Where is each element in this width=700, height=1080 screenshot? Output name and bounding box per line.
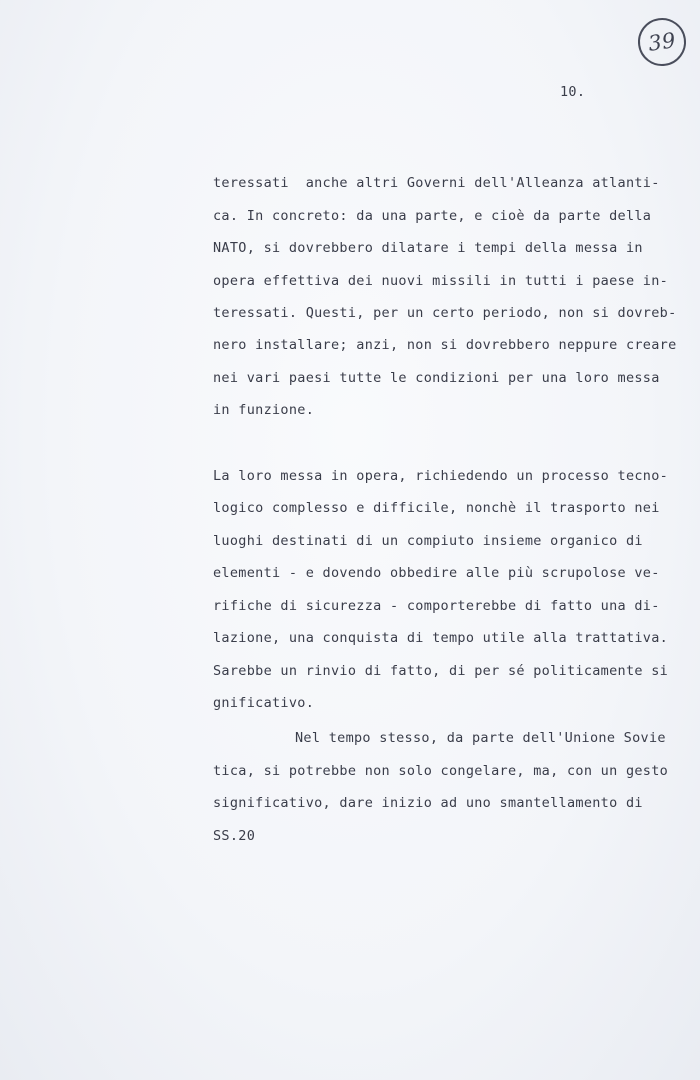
text-line: gnificativo. xyxy=(213,695,315,711)
text-line: tica, si potrebbe non solo congelare, ma, con un gesto xyxy=(213,763,669,779)
text-line: nero installare; anzi, non si dovrebbero neppure creare xyxy=(213,337,677,353)
text-line: teressati. Questi, per un certo periodo, non si dovreb- xyxy=(213,305,677,321)
archive-stamp xyxy=(635,15,689,69)
text-line: in funzione. xyxy=(213,402,315,418)
text-line: ca. In concreto: da una parte, e cioè da parte della xyxy=(213,208,652,224)
page-number: 10. xyxy=(560,84,586,100)
text-line: Sarebbe un rinvio di fatto, di per sé politicamente si xyxy=(213,663,669,679)
text-line: rifiche di sicurezza - comporterebbe di fatto una di- xyxy=(213,598,660,614)
text-line: teressati anche altri Governi dell'Alleanza atlanti- xyxy=(213,175,660,191)
stamp-number: 39 xyxy=(646,28,678,56)
text-line: NATO, si dovrebbero dilatare i tempi della messa in xyxy=(213,240,643,256)
text-line: SS.20 xyxy=(213,828,256,844)
text-line: elementi - e dovendo obbedire alle più scrupolose ve- xyxy=(213,565,660,581)
text-line: luoghi destinati di un compiuto insieme organico di xyxy=(213,533,643,549)
text-line: opera effettiva dei nuovi missili in tutti i paese in- xyxy=(213,273,669,289)
text-line: logico complesso e difficile, nonchè il trasporto nei xyxy=(213,500,660,516)
text-line: significativo, dare inizio ad uno smantellamento di xyxy=(213,795,643,811)
text-line: Nel tempo stesso, da parte dell'Unione Sovie xyxy=(295,730,666,746)
text-line: La loro messa in opera, richiedendo un processo tecno- xyxy=(213,468,669,484)
text-line: lazione, una conquista di tempo utile alla trattativa. xyxy=(213,630,669,646)
text-line: nei vari paesi tutte le condizioni per una loro messa xyxy=(213,370,660,386)
